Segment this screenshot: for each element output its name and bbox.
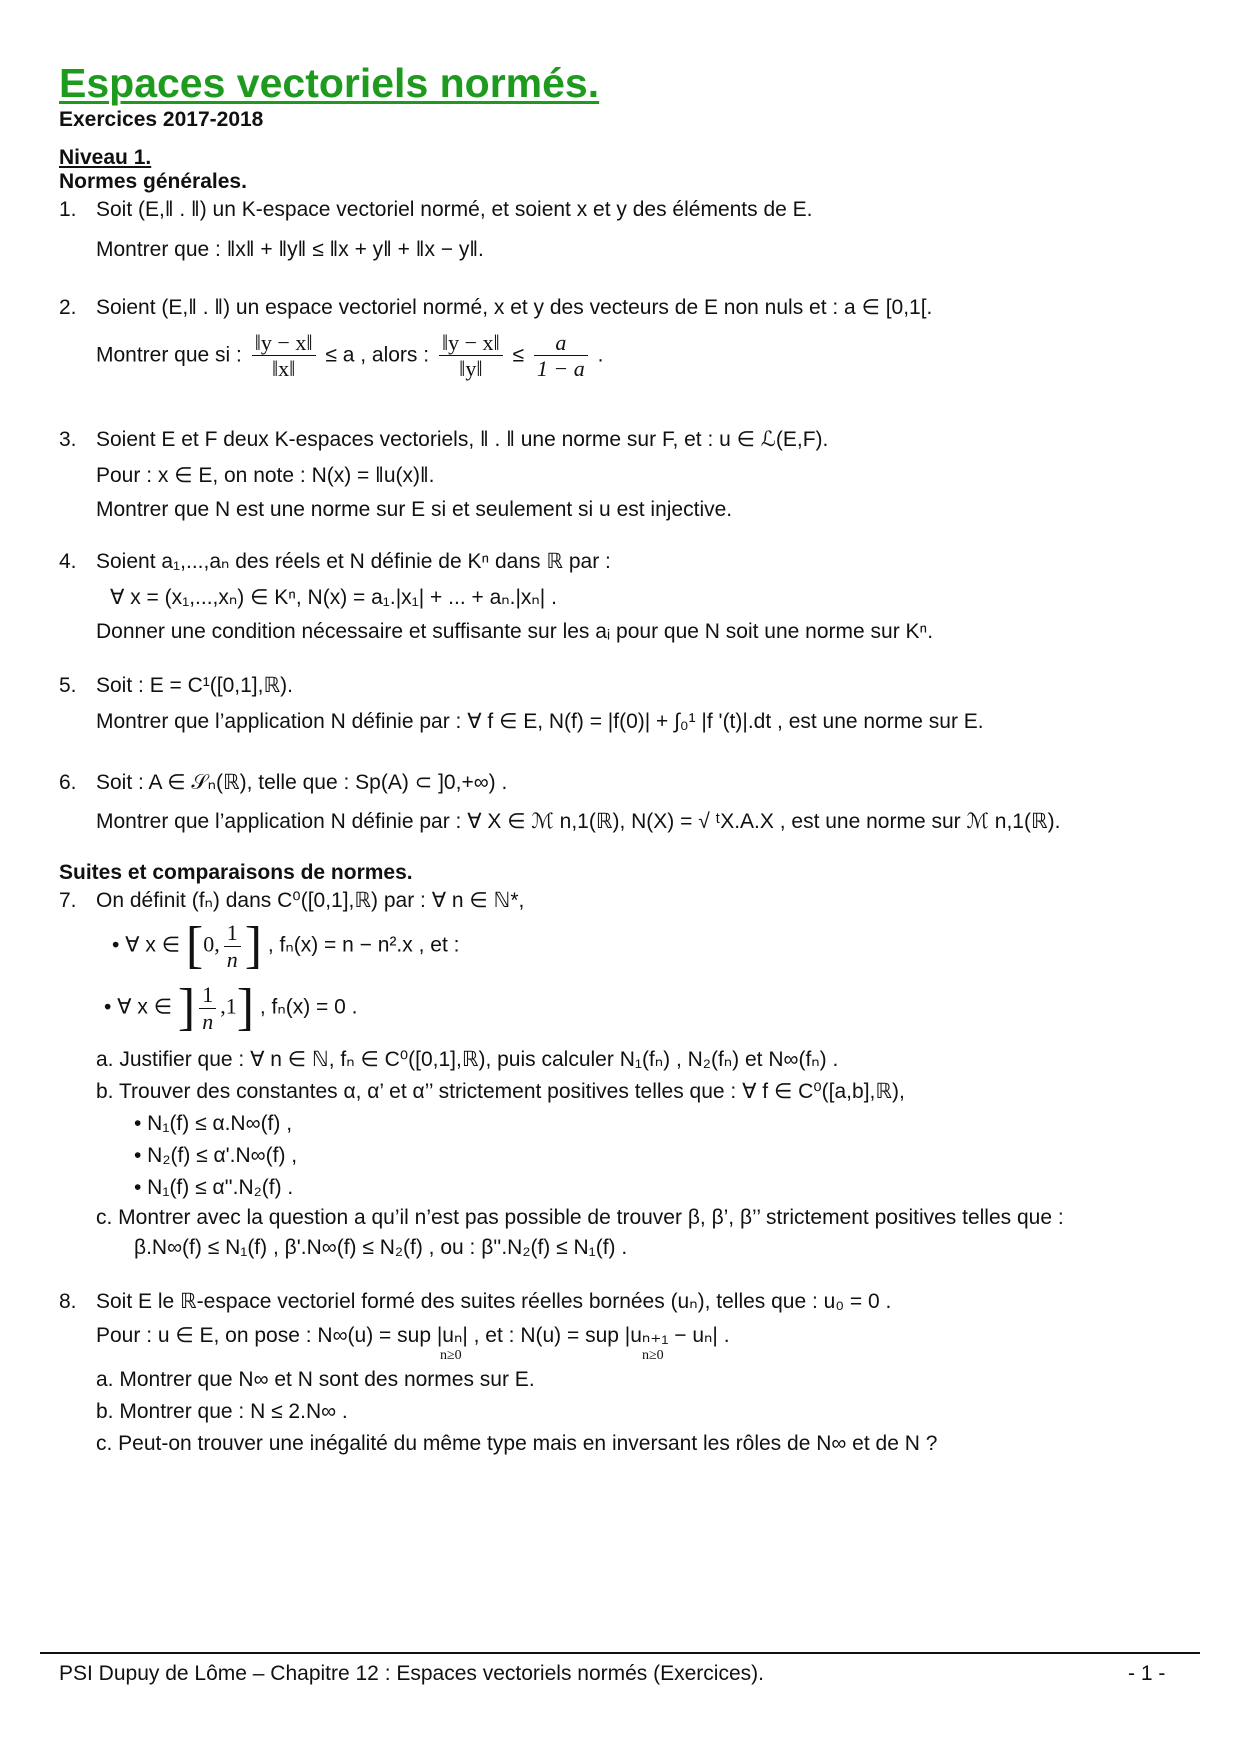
- fraction: [439, 330, 503, 382]
- exercise-number: 5.: [59, 674, 77, 697]
- exercise-number: 2.: [59, 296, 77, 319]
- exercise-number: 3.: [59, 428, 77, 451]
- fraction-denominator: ‖y‖: [459, 356, 483, 382]
- fraction-denominator: n: [202, 1008, 214, 1034]
- fraction: [199, 982, 216, 1034]
- level-heading: Niveau 1.: [59, 146, 152, 169]
- exercise-7-case-1: • ∀ x ∈ [0, $\frac{1}{n}$ ] , fₙ(x) = n − n².x , et :: [112, 917, 460, 974]
- exercise-6-statement: Soit : A ∈ 𝒮ₙ(ℝ), telle que : Sp(A) ⊂ ]0,+∞) .: [96, 771, 508, 794]
- case-2-formula: , fₙ(x) = 0 .: [259, 995, 358, 1019]
- exercise-6-question: Montrer que l’application N définie par : ∀ X ∈ ℳ n,1(ℝ), N(X) = √ ᵗX.A.X , est une norme sur ℳ n,1(ℝ).: [96, 810, 1061, 833]
- fraction-numerator: a: [534, 330, 588, 356]
- fraction-numerator: ‖y − x‖: [439, 330, 503, 356]
- exercise-1-statement: Soit (E,‖ . ‖) un K-espace vectoriel normé, et soient x et y des éléments de E.: [96, 198, 813, 221]
- exercise-7-question-b: b. Trouver des constantes α, α’ et α’’ strictement positives telles que : ∀ f ∈ C⁰([a,b],ℝ),: [96, 1080, 905, 1103]
- case-2-prefix: • ∀ x ∈: [104, 995, 173, 1019]
- fraction-numerator: 1: [199, 982, 216, 1008]
- exercise-3-definition: Pour : x ∈ E, on note : N(x) = ‖u(x)‖.: [96, 464, 435, 487]
- exercise-7-question-a: a. Justifier que : ∀ n ∈ ℕ, fₙ ∈ C⁰([0,1],ℝ), puis calculer N₁(fₙ) , N₂(fₙ) et N∞(fₙ) .: [96, 1048, 839, 1071]
- exercise-8-question-c: c. Peut-on trouver une inégalité du même type mais en inversant les rôles de N∞ et de N ?: [96, 1432, 938, 1455]
- section-heading-normes: Normes générales.: [59, 170, 247, 193]
- exercise-7-inequality-3: • N₁(f) ≤ α''.N₂(f) .: [134, 1176, 294, 1199]
- exercise-4-question: Donner une condition nécessaire et suffisante sur les aᵢ pour que N soit une norme sur Kⁿ.: [96, 620, 934, 643]
- fraction: [224, 920, 241, 972]
- sup-subscript: n≥0: [642, 1348, 664, 1363]
- fraction-numerator: 1: [224, 920, 241, 946]
- exercise-7-inequality-1: • N₁(f) ≤ α.N∞(f) ,: [134, 1112, 293, 1135]
- exercise-number: 7.: [59, 889, 77, 912]
- fraction-denominator: ‖x‖: [271, 356, 296, 382]
- fraction-denominator: n: [226, 946, 238, 972]
- exercise-7-question-c-formulas: β.N∞(f) ≤ N₁(f) , β'.N∞(f) ≤ N₂(f) , ou : β''.N₂(f) ≤ N₁(f) .: [134, 1236, 628, 1259]
- page-number: - 1 -: [1128, 1662, 1166, 1685]
- exercise-8-question-a: a. Montrer que N∞ et N sont des normes sur E.: [96, 1368, 535, 1391]
- section-heading-suites: Suites et comparaisons de normes.: [59, 861, 413, 884]
- exercise-7-case-2: • ∀ x ∈ ] $\frac{1}{n}$ ,1] , fₙ(x) = 0 .: [104, 979, 358, 1036]
- exercise-2-statement: Soient (E,‖ . ‖) un espace vectoriel normé, x et y des vecteurs de E non nuls et : a ∈ [0,1[.: [96, 296, 933, 319]
- exercise-7-statement: On définit (fₙ) dans C⁰([0,1],ℝ) par : ∀ n ∈ ℕ*,: [96, 889, 525, 912]
- exercise-3-question: Montrer que N est une norme sur E si et seulement si u est injective.: [96, 498, 733, 521]
- document-subtitle: Exercices 2017-2018: [59, 108, 264, 131]
- interval-left: 0,: [203, 931, 220, 957]
- exercise-4-definition: ∀ x = (x₁,...,xₙ) ∈ Kⁿ, N(x) = a₁.|x₁| + ... + aₙ.|xₙ| .: [110, 586, 557, 609]
- exercise-number: 4.: [59, 550, 77, 573]
- fraction-denominator: 1 − a: [536, 356, 585, 382]
- exercise-8-definition: Pour : u ∈ E, on pose : N∞(u) = sup |uₙ| , et : N(u) = sup |uₙ₊₁ − uₙ| .: [96, 1324, 730, 1347]
- exercise-1-question: Montrer que : ‖x‖ + ‖y‖ ≤ ‖x + y‖ + ‖x − y‖.: [96, 238, 484, 261]
- exercise-8-statement: Soit E le ℝ-espace vectoriel formé des suites réelles bornées (uₙ), telles que : u₀ = 0 .: [96, 1290, 892, 1313]
- fraction-numerator: ‖y − x‖: [252, 330, 316, 356]
- document-title: Espaces vectoriels normés.: [59, 60, 600, 106]
- exercise-number: 8.: [59, 1290, 77, 1313]
- exercise-2-text-b: ≤ a , alors :: [325, 343, 430, 367]
- exercise-2-text-a: Montrer que si :: [96, 343, 242, 367]
- exercise-8-question-b: b. Montrer que : N ≤ 2.N∞ .: [96, 1400, 348, 1423]
- footer-text: PSI Dupuy de Lôme – Chapitre 12 : Espaces vectoriels normés (Exercices).: [59, 1662, 764, 1685]
- footer-divider: [40, 1652, 1200, 1654]
- exercise-2-text-c: ≤: [512, 343, 525, 367]
- exercise-7-question-c: c. Montrer avec la question a qu’il n’est pas possible de trouver β, β’, β’’ strictement positives telles que :: [96, 1206, 1064, 1229]
- exercise-2-question: Montrer que si : $\frac{‖y - x‖}{‖x‖}$ ≤ a , alors : $\frac{‖y - x‖}{‖y‖}$ ≤ $\frac{a}{1 - a}$ .: [96, 330, 604, 382]
- exercise-7-inequality-2: • N₂(f) ≤ α'.N∞(f) ,: [134, 1144, 298, 1167]
- interval-right: ,1: [220, 993, 237, 1019]
- case-1-prefix: • ∀ x ∈: [112, 933, 181, 957]
- fraction: [252, 330, 316, 382]
- fraction: [534, 330, 588, 382]
- sup-subscript: n≥0: [440, 1348, 462, 1363]
- exercise-number: 6.: [59, 771, 77, 794]
- exercise-5-question: Montrer que l’application N définie par : ∀ f ∈ E, N(f) = |f(0)| + ∫₀¹ |f '(t)|.dt , est une norme sur E.: [96, 710, 984, 733]
- case-1-formula: , fₙ(x) = n − n².x , et :: [267, 933, 460, 957]
- exercise-number: 1.: [59, 198, 77, 221]
- exercise-5-statement: Soit : E = C¹([0,1],ℝ).: [96, 674, 293, 697]
- exercise-4-statement: Soient a₁,...,aₙ des réels et N définie de Kⁿ dans ℝ par :: [96, 550, 611, 573]
- exercise-3-statement: Soient E et F deux K-espaces vectoriels, ‖ . ‖ une norme sur F, et : u ∈ ℒ(E,F).: [96, 428, 829, 451]
